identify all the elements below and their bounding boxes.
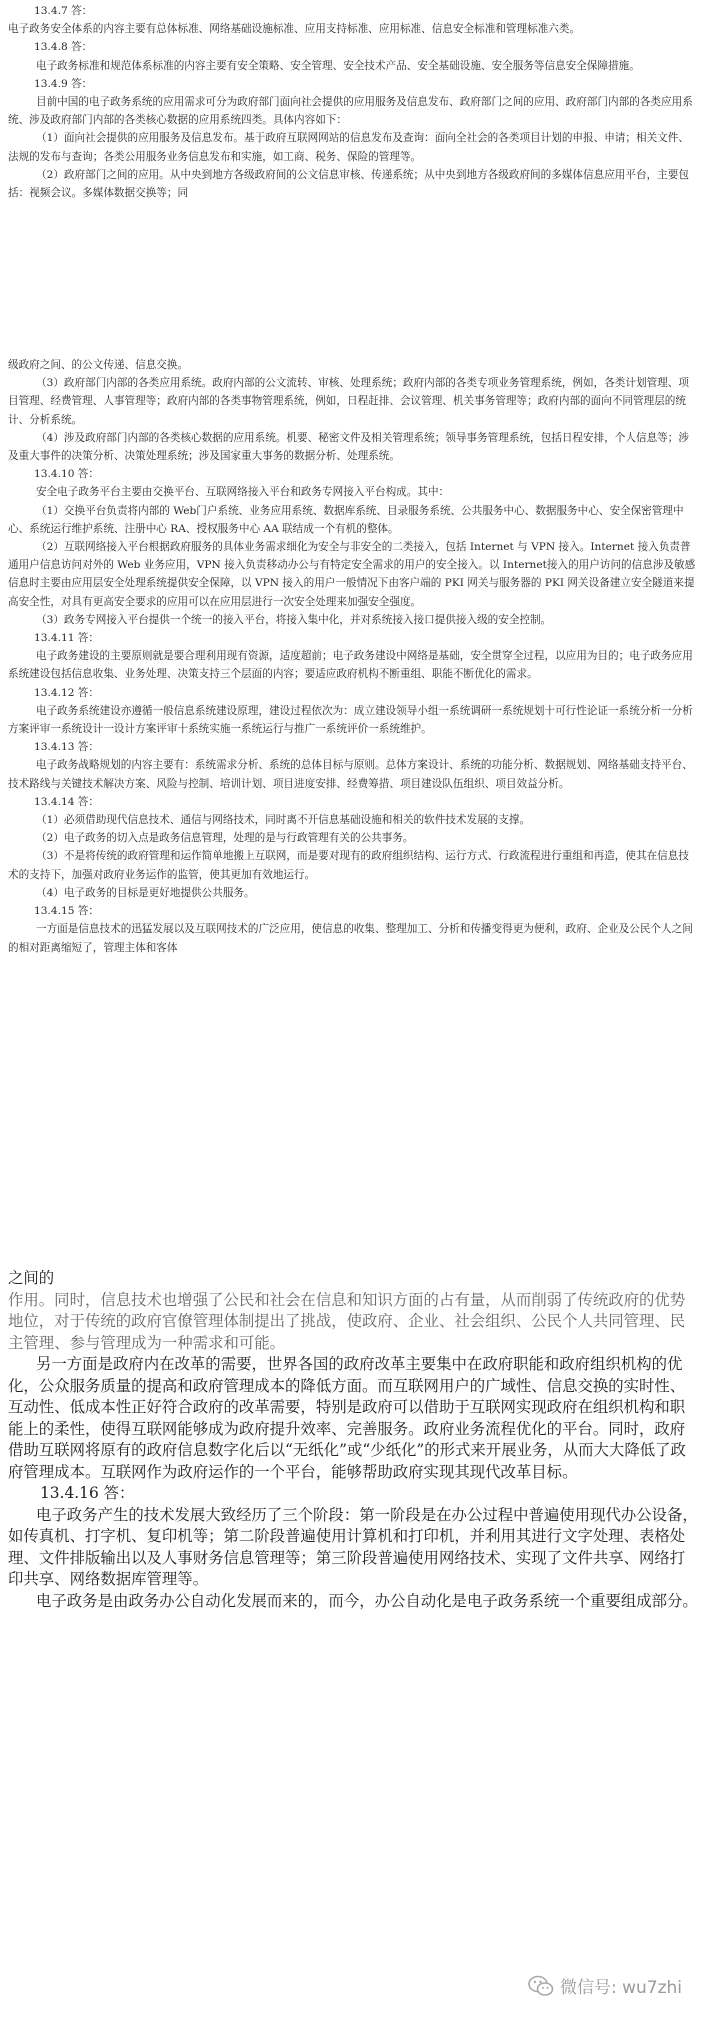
question-number: 13.4.8 答： <box>34 41 93 54</box>
paragraph: 电子政务系统建设亦遵循一般信息系统建设原理，建设过程依次为：成立建设领导小组一系统调研一系统规划十可行性论证一系统分析一分析方案评审一系统设计一设计方案评审十系统实施一系统运行与推广一系统评价一系统维护。 <box>8 704 693 736</box>
paragraph: 级政府之间、的公文传递、信息交换。 <box>8 359 189 371</box>
paragraph: 之间的 <box>8 1269 55 1287</box>
paragraph: （1）面向社会提供的应用服务及信息发布。基于政府互联网网站的信息发布及查询：面向全社会的各类项目计划的申报、申请；相关文件、法规的发布与查询；各类公用服务业务信息发布和实施，如工商、税务、保险的管理等。 <box>8 132 689 163</box>
question-number: 13.4.9 答： <box>34 77 93 90</box>
question-number: 13.4.12 答： <box>34 686 99 699</box>
paragraph: （1）必须借助现代信息技术、通信与网络技术，同时离不开信息基础设施和相关的软件技术发展的支撑。 <box>36 814 531 827</box>
paragraph: （2）政府部门之间的应用。从中央到地方各级政府间的公文信息审核、传递系统；从中央到地方各级政府间的多媒体信息应用平台，主要包括：视频会议。多媒体数据交换等；同 <box>8 168 689 200</box>
wechat-watermark <box>528 1973 682 1998</box>
paragraph: 一方面是信息技术的迅猛发展以及互联网技术的广泛应用，使信息的收集、整理加工、分析和传播变得更为便利，政府、企业及公民个人之间的相对距离缩短了，管理主体和客体 <box>8 923 693 954</box>
question-number: 13.4.15 答： <box>34 905 99 918</box>
paragraph: （2）电子政务的切入点是政务信息管理，处理的是与行政管理有关的公共事务。 <box>36 832 414 845</box>
question-number: 13.4.16 答： <box>40 1484 135 1502</box>
paragraph: 作用。同时，信息技术也增强了公民和社会在信息和知识方面的占有量，从而削弱了传统政府的优势地位，对于传统的政府官僚管理体制提出了挑战，使政府、企业、社会组织、公民个人共同管理、民主管理、参与管理成为一种需求和可能。 <box>8 1290 686 1352</box>
question-number: 13.4.13 答： <box>34 741 99 754</box>
page-section-1 <box>0 2 706 202</box>
paragraph: 电子政务标准和规范体系标准的内容主要有安全策略、安全管理、安全技术产品、安全基础设施、安全服务等信息安全保障措施。 <box>36 59 640 72</box>
question-number: 13.4.7 答： <box>34 5 93 17</box>
wechat-icon <box>528 1975 554 1997</box>
paragraph: 电子政务产生的技术发展大致经历了三个阶段：第一阶段是在办公过程中普遍使用现代办公设备，如传真机、打字机、复印机等；第二阶段普遍使用计算机和打印机，并利用其进行文字处理、表格处理、文件排版输出以及人事财务信息管理等；第三阶段普遍使用网络技术、实现了文件共享、网络打印共享、网络数据库管理等。 <box>8 1505 698 1588</box>
question-number: 13.4.14 答： <box>34 795 99 808</box>
paragraph: 电子政务建设的主要原则就是要合理利用现有资源，适度超前；电子政务建设中网络是基础，安全贯穿全过程，以应用为目的；电子政务应用系统建设包括信息收集、业务处理、决策支持三个层面的内容；要适应政府机构不断重组、职能不断优化的需求。 <box>8 650 693 681</box>
page-section-2 <box>0 356 706 957</box>
paragraph: （3）政府部门内部的各类应用系统。政府内部的公文流转、审核、处理系统；政府内部的各类专项业务管理系统，例如，各类计划管理、项目管理、经费管理、人事管理等；政府内部的各类事物管理系统，例如，日程赶排、会议管理、机关事务管理等；政府内部的面向不同管理层的统计、分析系统。 <box>8 377 689 426</box>
question-number: 13.4.11 答： <box>34 632 99 645</box>
paragraph: 目前中国的电子政务系统的应用需求可分为政府部门面向社会提供的应用服务及信息发布、政府部门之间的应用、政府部门内部的各类应用系统、涉及政府部门内部的各类核心数据的应用系统四类。具体内容如下： <box>8 96 693 127</box>
paragraph: （4）涉及政府部门内部的各类核心数据的应用系统。机要、秘密文件及相关管理系统；领导事务管理系统，包括日程安排，个人信息等；涉及重大事件的决策分析、决策处理系统；涉及国家重大事务的数据分析、处理系统。 <box>8 431 689 463</box>
paragraph: 电子政务战略规划的内容主要有：系统需求分析、系统的总体目标与原则。总体方案设计、系统的功能分析、数据规划、网络基础支持平台、技术路线与关键技术解决方案、风险与控制、培训计划、项目进度安排、经费筹措、项目建设队伍组织、项目效益分析。 <box>8 759 693 790</box>
paragraph: 安全电子政务平台主要由交换平台、互联网络接入平台和政务专网接入平台构成。其中： <box>36 486 450 499</box>
paragraph: （1）交换平台负责将内部的 Web门户系统、业务应用系统、数据库系统、目录服务系统、公共服务中心、数据服务中心、安全保密管理中心、系统运行维护系统、注册中心 RA、授权服务中心 AA 联结成一个有机的整体。 <box>8 504 684 535</box>
page-section-3 <box>0 1268 706 1612</box>
watermark-text: 微信号: wu7zhi <box>559 1978 682 1998</box>
paragraph: 电子政务是由政务办公自动化发展而来的，而今，办公自动化是电子政务系统一个重要组成部分。 <box>36 1591 698 1610</box>
paragraph: 另一方面是政府内在改革的需要，世界各国的政府改革主要集中在政府职能和政府组织机构的优化，公众服务质量的提高和政府管理成本的降低方面。而互联网用户的广域性、信息交换的实时性、互动性、低成本性正好符合政府的改革需要，特别是政府可以借助于互联网实现政府在组织机构和职能上的柔性，使得互联网能够成为政府提升效率、完善服务。政府业务流程优化的平台。同时，政府借助互联网将原有的政府信息数字化后以“无纸化”或“少纸化”的形式来开展业务，从而大大降低了政府管理成本。互联网作为政府运作的一个平台，能够帮助政府实现其现代改革目标。 <box>8 1355 686 1481</box>
paragraph: 电子政务安全体系的内容主要有总体标准、网络基础设施标准、应用支持标准、应用标准、信息安全标准和管理标准六类。 <box>8 23 581 36</box>
paragraph: （3）政务专网接入平台提供一个统一的接入平台，将接入集中化，并对系统接入接口提供接入级的安全控制。 <box>36 613 552 626</box>
question-number: 13.4.10 答： <box>34 468 99 481</box>
paragraph: （4）电子政务的目标是更好地提供公共服务。 <box>36 886 255 899</box>
paragraph: （2）互联网络接入平台根据政府服务的具体业务需求细化为安全与非安全的二类接入，包括 Internet 与 VPN 接入。Internet 接入负责普通用户信息访问对外的 Web 业务应用，VPN 接入负责移动办公与有特定安全需求的用户的安全接入。以 Internet接入的用户访问的信息涉及敏感信息时主要由应用层安全处理系统提供安全保障，以 VPN 接入的用户一般情况下由客户端的 PKI 网关与服务器的 PKI 网关设备建立安全隧道来提高安全性，对具有更高安全要求的应用可以在应用层进行一次安全处理来加强安全强度。 <box>8 541 696 608</box>
paragraph: （3）不是将传统的政府管理和运作简单地搬上互联网，而是要对现有的政府组织结构、运行方式、行政流程进行重组和再造，使其在信息技术的支持下，加强对政府业务运作的监管，使其更加有效地运行。 <box>8 850 689 881</box>
